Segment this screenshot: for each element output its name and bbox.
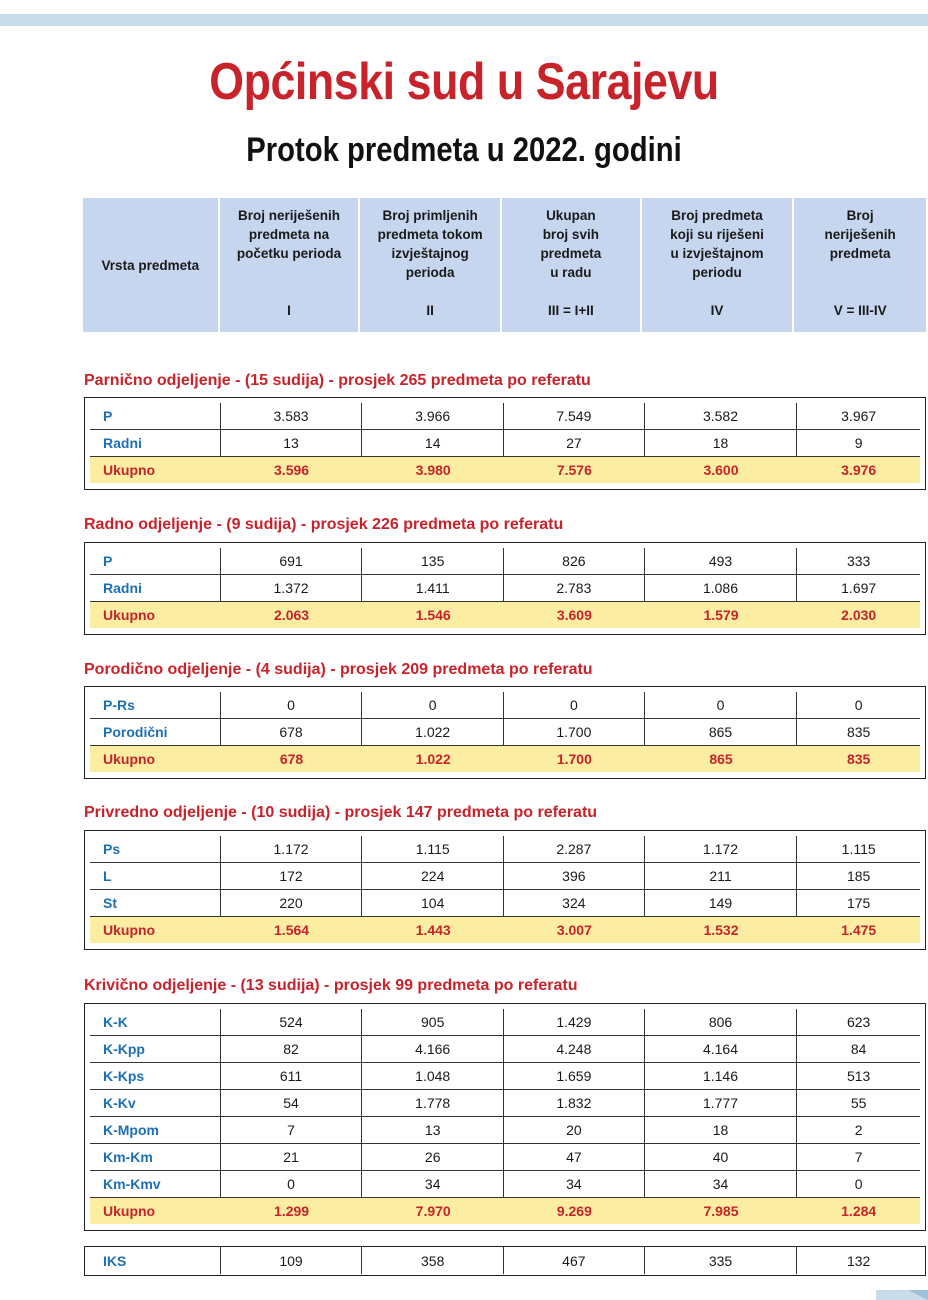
row-label: K-Mpom xyxy=(90,1117,221,1143)
row-value: 2.063 xyxy=(274,607,310,623)
row-value: 175 xyxy=(846,895,871,911)
table-row xyxy=(90,403,920,430)
row-label: St xyxy=(90,890,221,916)
table-row-total xyxy=(90,746,920,772)
table-row-total xyxy=(90,602,920,628)
row-value: 3.007 xyxy=(556,922,592,938)
row-value: 7.576 xyxy=(556,462,592,478)
row-value: 0 xyxy=(854,697,863,713)
section-table xyxy=(84,686,926,779)
row-value: 1.284 xyxy=(841,1203,877,1219)
page-subtitle: Protok predmeta u 2022. godini xyxy=(246,131,682,169)
row-value: 7.970 xyxy=(415,1203,451,1219)
row-value: 1.411 xyxy=(362,575,504,601)
row-value: 1.172 xyxy=(645,836,798,862)
table-row xyxy=(90,1063,920,1090)
row-value: 1.659 xyxy=(504,1063,645,1089)
section-table xyxy=(84,397,926,490)
table-row xyxy=(90,836,920,863)
row-value: 7 xyxy=(854,1149,863,1165)
row-label: K-K xyxy=(90,1009,221,1035)
row-value: 1.022 xyxy=(415,751,451,767)
row-value: 20 xyxy=(504,1117,645,1143)
row-value: 172 xyxy=(221,863,363,889)
table-row-iks xyxy=(90,1247,920,1274)
row-value: 0 xyxy=(362,692,504,718)
row-value: 149 xyxy=(645,890,798,916)
row-value: 1.778 xyxy=(362,1090,504,1116)
row-value: 7 xyxy=(221,1117,363,1143)
row-label: Ukupno xyxy=(103,462,156,478)
table-row-total xyxy=(90,457,920,483)
row-value: 18 xyxy=(645,430,798,456)
row-value: 0 xyxy=(854,1176,863,1192)
row-value: 1.832 xyxy=(504,1090,645,1116)
row-label: Ps xyxy=(90,836,221,862)
row-value: 1.372 xyxy=(221,575,363,601)
row-value: 40 xyxy=(645,1144,798,1170)
row-label: L xyxy=(90,863,221,889)
row-value: 211 xyxy=(645,863,798,889)
row-value: 493 xyxy=(645,548,798,574)
row-value: 4.164 xyxy=(645,1036,798,1062)
row-value: 835 xyxy=(846,724,871,740)
row-value: 691 xyxy=(221,548,363,574)
header-col-4 xyxy=(642,198,793,332)
row-value: 1.048 xyxy=(362,1063,504,1089)
row-value: 2.030 xyxy=(841,607,877,623)
section-title: Porodično odjeljenje - (4 sudija) - prosjek 209 predmeta po referatu xyxy=(84,661,593,678)
row-value: 3.600 xyxy=(703,462,739,478)
row-value: 84 xyxy=(850,1041,867,1057)
row-value: 109 xyxy=(221,1247,363,1274)
header-col-text: Ukupan broj svih predmeta u radu xyxy=(540,208,602,280)
header-col-roman: V = III-IV xyxy=(833,303,887,318)
row-label: IKS xyxy=(90,1247,221,1274)
header-col-text: Broj neriješenih predmeta na početku perioda xyxy=(236,208,342,261)
row-value: 104 xyxy=(362,890,504,916)
header-col-3 xyxy=(502,198,640,332)
row-value: 1.022 xyxy=(362,719,504,745)
row-value: 7.549 xyxy=(504,403,645,429)
row-value: 7.985 xyxy=(703,1203,739,1219)
page-title: Općinski sud u Sarajevu xyxy=(209,53,719,111)
row-value: 678 xyxy=(221,719,363,745)
header-col-roman: III = I+II xyxy=(547,303,594,318)
top-decorative-bar xyxy=(0,14,928,26)
row-label: Ukupno xyxy=(103,607,156,623)
row-value: 2.287 xyxy=(504,836,645,862)
row-value: 3.980 xyxy=(415,462,451,478)
row-value: 865 xyxy=(709,751,733,767)
row-value: 806 xyxy=(645,1009,798,1035)
table-row xyxy=(90,430,920,457)
row-value: 1.086 xyxy=(645,575,798,601)
row-label: Ukupno xyxy=(103,751,156,767)
row-value: 1.546 xyxy=(415,607,451,623)
row-value: 1.299 xyxy=(274,1203,310,1219)
row-value: 333 xyxy=(846,553,871,569)
row-label: K-Kpp xyxy=(90,1036,221,1062)
section-title: Parnično odjeljenje - (15 sudija) - prosjek 265 predmeta po referatu xyxy=(84,372,591,389)
row-value: 3.976 xyxy=(841,462,877,478)
row-value: 224 xyxy=(362,863,504,889)
row-value: 826 xyxy=(504,548,645,574)
table-row xyxy=(90,1009,920,1036)
row-value: 3.582 xyxy=(645,403,798,429)
row-label: P xyxy=(90,403,221,429)
row-value: 513 xyxy=(846,1068,871,1084)
row-value: 13 xyxy=(362,1117,504,1143)
row-value: 1.700 xyxy=(504,719,645,745)
row-value: 835 xyxy=(846,751,871,767)
header-col-vrsta-label: Vrsta predmeta xyxy=(101,257,200,273)
section-title: Privredno odjeljenje - (10 sudija) - prosjek 147 predmeta po referatu xyxy=(84,804,598,821)
header-col-1 xyxy=(220,198,359,332)
row-value: 1.115 xyxy=(362,836,504,862)
row-value: 623 xyxy=(846,1014,871,1030)
section-title: Krivično odjeljenje - (13 sudija) - prosjek 99 predmeta po referatu xyxy=(84,977,578,994)
header-col-vrsta xyxy=(83,198,218,332)
row-label: Ukupno xyxy=(103,1203,156,1219)
table-header xyxy=(83,198,926,332)
row-value: 1.579 xyxy=(703,607,739,623)
row-value: 1.697 xyxy=(841,580,877,596)
table-row xyxy=(90,863,920,890)
row-value: 0 xyxy=(221,692,363,718)
row-value: 54 xyxy=(221,1090,363,1116)
row-value: 467 xyxy=(504,1247,645,1274)
row-value: 396 xyxy=(504,863,645,889)
row-label: Ukupno xyxy=(103,922,156,938)
row-label: Km-Km xyxy=(90,1144,221,1170)
table-row xyxy=(90,890,920,917)
row-value: 4.248 xyxy=(504,1036,645,1062)
header-col-text: Broj primljenih predmeta tokom izvještajnog perioda xyxy=(377,208,483,280)
row-value: 678 xyxy=(279,751,304,767)
row-value: 3.583 xyxy=(221,403,363,429)
row-value: 0 xyxy=(504,692,645,718)
row-value: 220 xyxy=(221,890,363,916)
row-value: 14 xyxy=(362,430,504,456)
section-table xyxy=(84,830,926,950)
row-value: 1.564 xyxy=(274,922,310,938)
row-value: 82 xyxy=(221,1036,363,1062)
row-value: 55 xyxy=(850,1095,867,1111)
table-row xyxy=(90,719,920,746)
row-value: 26 xyxy=(362,1144,504,1170)
row-value: 3.967 xyxy=(841,408,877,424)
row-label: Radni xyxy=(90,430,221,456)
iks-table xyxy=(84,1246,926,1276)
row-value: 1.115 xyxy=(841,841,876,857)
row-label: Km-Kmv xyxy=(90,1171,221,1197)
row-label: K-Kps xyxy=(90,1063,221,1089)
page-corner-decoration xyxy=(876,1290,928,1300)
row-label: Radni xyxy=(90,575,221,601)
row-value: 4.166 xyxy=(362,1036,504,1062)
row-value: 2.783 xyxy=(504,575,645,601)
row-value: 1.443 xyxy=(415,922,451,938)
row-value: 21 xyxy=(221,1144,363,1170)
row-value: 0 xyxy=(221,1171,363,1197)
row-value: 1.532 xyxy=(703,922,739,938)
row-value: 865 xyxy=(645,719,798,745)
header-col-roman: I xyxy=(287,303,291,318)
header-col-2 xyxy=(360,198,500,332)
row-label: P-Rs xyxy=(90,692,221,718)
row-value: 1.475 xyxy=(841,922,877,938)
section-title: Radno odjeljenje - (9 sudija) - prosjek 226 predmeta po referatu xyxy=(84,516,564,533)
table-row xyxy=(90,1117,920,1144)
row-value: 524 xyxy=(221,1009,363,1035)
row-value: 1.700 xyxy=(556,751,592,767)
row-value: 324 xyxy=(504,890,645,916)
row-value: 335 xyxy=(645,1247,798,1274)
header-col-text: Broj predmeta koji su riješeni u izvještajnom periodu xyxy=(670,208,764,280)
table-row xyxy=(90,1036,920,1063)
table-row xyxy=(90,575,920,602)
row-value: 34 xyxy=(645,1171,798,1197)
table-row-total xyxy=(90,917,920,943)
header-col-roman: II xyxy=(426,303,434,318)
row-value: 1.777 xyxy=(645,1090,798,1116)
row-value: 34 xyxy=(362,1171,504,1197)
header-col-5 xyxy=(794,198,926,332)
row-value: 905 xyxy=(362,1009,504,1035)
row-value: 1.146 xyxy=(645,1063,798,1089)
row-value: 27 xyxy=(504,430,645,456)
row-value: 2 xyxy=(854,1122,863,1138)
row-value: 9.269 xyxy=(556,1203,592,1219)
row-value: 18 xyxy=(645,1117,798,1143)
row-value: 185 xyxy=(846,868,871,884)
table-row xyxy=(90,692,920,719)
row-value: 3.966 xyxy=(362,403,504,429)
row-value: 135 xyxy=(362,548,504,574)
row-value: 0 xyxy=(645,692,798,718)
row-value: 9 xyxy=(854,435,863,451)
section-table xyxy=(84,1003,926,1231)
row-value: 34 xyxy=(504,1171,645,1197)
table-row xyxy=(90,548,920,575)
row-label: K-Kv xyxy=(90,1090,221,1116)
row-value: 358 xyxy=(362,1247,504,1274)
row-value: 3.596 xyxy=(274,462,310,478)
row-value: 132 xyxy=(846,1252,871,1269)
row-value: 47 xyxy=(504,1144,645,1170)
table-row xyxy=(90,1171,920,1198)
header-col-text: Broj neriješenih predmeta xyxy=(824,208,896,261)
table-row xyxy=(90,1090,920,1117)
table-row xyxy=(90,1144,920,1171)
header-col-roman: IV xyxy=(710,303,724,318)
row-label: P xyxy=(90,548,221,574)
section-table xyxy=(84,542,926,635)
row-value: 3.609 xyxy=(556,607,592,623)
row-value: 1.172 xyxy=(221,836,363,862)
row-value: 1.429 xyxy=(504,1009,645,1035)
row-value: 13 xyxy=(221,430,363,456)
row-value: 611 xyxy=(221,1063,363,1089)
row-label: Porodični xyxy=(90,719,221,745)
table-row-total xyxy=(90,1198,920,1224)
